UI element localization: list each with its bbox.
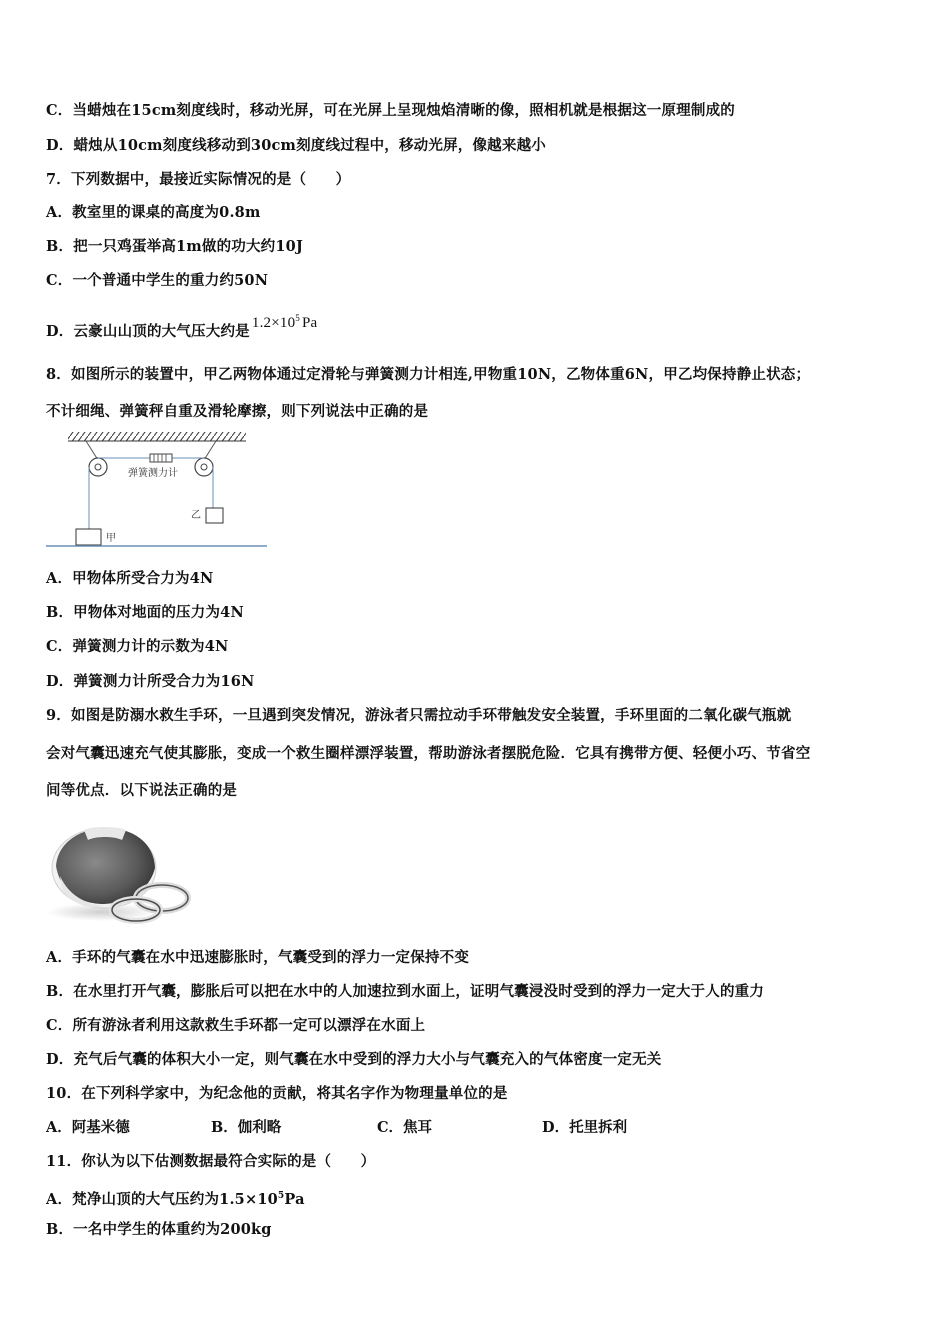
q7-option-d-text: D．云豪山山顶的大气压大约是 <box>46 323 250 340</box>
q11-option-a <box>46 1186 305 1210</box>
q7d-unit: Pa <box>302 315 318 331</box>
q6-option-d: D．蜡烛从10cm刻度线移动到30cm刻度线过程中，移动光屏，像越来越小 <box>46 137 546 154</box>
q7-option-a: A．教室里的课桌的高度为0.8m <box>46 204 261 221</box>
q7-option-b: B．把一只鸡蛋举高1m做的功大约10J <box>46 238 304 255</box>
pulley-right <box>195 458 213 476</box>
q7d-mantissa: 1.2×10 <box>251 315 296 331</box>
q7-option-c: C．一个普通中学生的重力约50N <box>46 272 269 289</box>
block-jia-label: 甲 <box>106 533 116 544</box>
q9-stem-line2: 会对气囊迅速充气使其膨胀，变成一个救生圈样漂浮装置，帮助游泳者摆脱危险．它具有携带方便、轻便小巧、节省空 <box>46 745 811 762</box>
spring-scale <box>150 454 172 462</box>
q9-option-b: B．在水里打开气囊，膨胀后可以把在水中的人加速拉到水面上，证明气囊浸没时受到的浮力一定大于人的重力 <box>46 983 765 1000</box>
q9-option-d: D．充气后气囊的体积大小一定，则气囊在水中受到的浮力大小与气囊充入的气体密度一定无关 <box>46 1051 662 1068</box>
block-yi-label: 乙 <box>191 510 201 521</box>
block-jia <box>76 529 101 545</box>
q10-option-c: C．焦耳 <box>377 1119 433 1136</box>
q11a-text: A．梵净山顶的大气压约为1.5×10 <box>46 1190 278 1208</box>
q7-option-d <box>46 313 318 342</box>
q11-option-b: B．一名中学生的体重约为200kg <box>46 1221 272 1238</box>
q7d-exponent: 5 <box>295 313 300 323</box>
q8-stem-line2: 不计细绳、弹簧秤自重及滑轮摩擦，则下列说法中正确的是 <box>46 403 429 420</box>
q6-option-c: C．当蜡烛在15cm刻度线时，移动光屏，可在光屏上呈现烛焰清晰的像，照相机就是根据这一原理制成的 <box>46 102 735 119</box>
q8-option-a: A．甲物体所受合力为4N <box>46 570 214 587</box>
q11a-exponent: 5 <box>277 1191 285 1201</box>
q10-option-a: A．阿基米德 <box>46 1119 130 1136</box>
q7-option-d-formula <box>252 315 318 331</box>
ceiling-beam <box>68 432 246 441</box>
q9-option-c: C．所有游泳者利用这款救生手环都一定可以漂浮在水面上 <box>46 1017 426 1034</box>
q8-pulley-figure <box>40 428 275 553</box>
block-yi <box>206 508 223 523</box>
q11-stem: 11．你认为以下估测数据最符合实际的是（ ） <box>46 1153 376 1170</box>
q8-stem-line1: 8．如图所示的装置中，甲乙两物体通过定滑轮与弹簧测力计相连,甲物重10N，乙物体重6N，甲乙均保持静止状态； <box>46 366 811 383</box>
q9-stem-line1: 9．如图是防溺水救生手环，一旦遇到突发情况，游泳者只需拉动手环带触发安全装置，手环里面的二氧化碳气瓶就 <box>46 707 792 724</box>
q10-stem: 10．在下列科学家中，为纪念他的贡献，将其名字作为物理量单位的是 <box>46 1085 508 1102</box>
q8-option-d: D．弹簧测力计所受合力为16N <box>46 673 255 690</box>
spring-scale-label: 弹簧测力计 <box>128 468 178 479</box>
q8-option-b: B．甲物体对地面的压力为4N <box>46 604 244 621</box>
q10-option-b: B．伽利略 <box>211 1119 282 1136</box>
q7-stem: 7．下列数据中，最接近实际情况的是（ ） <box>46 171 351 188</box>
q8-option-c: C．弹簧测力计的示数为4N <box>46 638 229 655</box>
q9-lifebuoy-bracelet-image <box>44 818 194 924</box>
q9-option-a: A．手环的气囊在水中迅速膨胀时，气囊受到的浮力一定保持不变 <box>46 949 470 966</box>
q11a-unit: Pa <box>284 1190 305 1208</box>
q9-stem-line3: 间等优点．以下说法正确的是 <box>46 782 238 799</box>
pulley-left <box>89 458 107 476</box>
q10-option-d: D．托里拆利 <box>542 1119 628 1136</box>
